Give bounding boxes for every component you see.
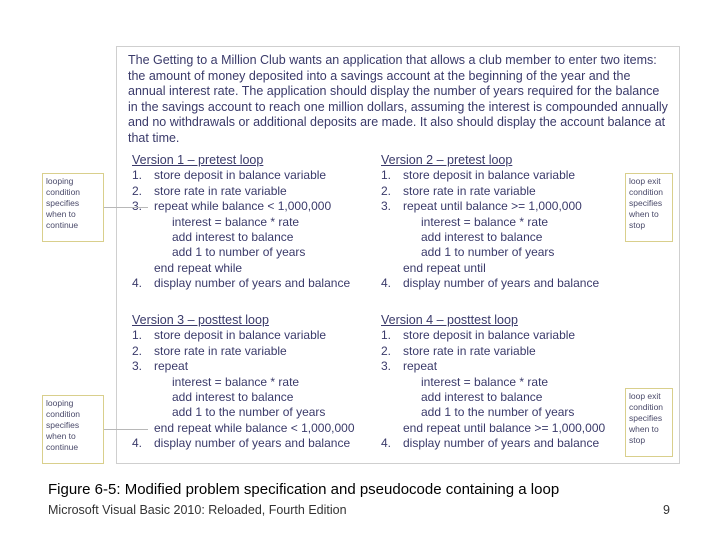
- loop-body-line: interest = balance * rate: [421, 374, 549, 389]
- step-text: store deposit in balance variable: [403, 168, 576, 183]
- version-2-block: [381, 153, 599, 292]
- callout-line: when to: [46, 431, 76, 441]
- step: [132, 359, 355, 374]
- callout-looping-condition-top: [42, 173, 104, 242]
- step: [132, 199, 350, 214]
- step-text: display number of years and balance: [154, 276, 351, 291]
- step-text: store deposit in balance variable: [154, 168, 327, 183]
- callout-line: stop: [629, 220, 646, 230]
- step-number: 1.: [381, 168, 392, 183]
- callout-line: loop exit: [629, 176, 661, 186]
- step: [132, 344, 355, 359]
- step-text: repeat while balance < 1,000,000: [154, 199, 332, 214]
- callout-line: specifies: [46, 420, 80, 430]
- callout-line: condition: [629, 187, 664, 197]
- step-text: store rate in rate variable: [154, 343, 287, 358]
- callout-line: condition: [629, 402, 664, 412]
- step-text: repeat until balance >= 1,000,000: [403, 199, 582, 214]
- loop-end-line: end repeat until: [403, 260, 486, 275]
- loop-body-line: add interest to balance: [172, 230, 294, 245]
- step-number: 3.: [381, 199, 392, 214]
- step-number: 4.: [381, 436, 392, 451]
- callout-loop-exit-condition-top: [625, 173, 673, 242]
- loop-body-line: add interest to balance: [172, 390, 294, 405]
- callout-line: specifies: [629, 413, 663, 423]
- callout-leader-line: [104, 207, 148, 208]
- step: [381, 168, 599, 183]
- loop-body-line: interest = balance * rate: [172, 374, 300, 389]
- callout-line: when to: [629, 209, 659, 219]
- loop-body-line: add 1 to number of years: [172, 245, 306, 260]
- step: [381, 344, 605, 359]
- callout-line: looping: [46, 176, 74, 186]
- footer-book-title: Microsoft Visual Basic 2010: Reloaded, Fourth Edition: [48, 503, 347, 517]
- step-number: 4.: [132, 276, 143, 291]
- loop-body-line: add 1 to the number of years: [421, 405, 575, 420]
- loop-body-line: interest = balance * rate: [421, 214, 549, 229]
- step-number: 3.: [381, 359, 392, 374]
- callout-line: condition: [46, 409, 81, 419]
- callout-line: specifies: [46, 198, 80, 208]
- step-text: store rate in rate variable: [403, 343, 536, 358]
- step-text: store deposit in balance variable: [154, 328, 327, 343]
- version-1-block: [132, 153, 350, 292]
- loop-body-line: add 1 to the number of years: [172, 405, 326, 420]
- loop-body-line: interest = balance * rate: [172, 214, 300, 229]
- step: [132, 328, 355, 343]
- callout-loop-exit-condition-bottom: [625, 388, 673, 457]
- step-number: 2.: [132, 343, 143, 358]
- version-3-block: [132, 313, 355, 452]
- step-number: 4.: [132, 436, 143, 451]
- step-text: store rate in rate variable: [154, 183, 287, 198]
- step-number: 4.: [381, 276, 392, 291]
- callout-line: continue: [46, 220, 79, 230]
- version-2-title: Version 2 – pretest loop: [381, 153, 513, 167]
- loop-body-line: add interest to balance: [421, 230, 543, 245]
- step-text: repeat: [403, 359, 438, 374]
- callout-line: specifies: [629, 198, 663, 208]
- step-number: 1.: [132, 328, 143, 343]
- loop-end-line: end repeat while balance < 1,000,000: [154, 420, 355, 435]
- step: [381, 328, 605, 343]
- callout-looping-condition-bottom: [42, 395, 104, 464]
- step: [381, 276, 599, 291]
- step-number: 2.: [381, 343, 392, 358]
- step-text: display number of years and balance: [403, 276, 600, 291]
- step: [132, 184, 350, 199]
- figure-caption: Figure 6-5: Modified problem specification and pseudocode containing a loop: [48, 481, 560, 498]
- step-number: 2.: [381, 183, 392, 198]
- callout-line: looping: [46, 398, 74, 408]
- step-number: 1.: [381, 328, 392, 343]
- loop-end-line: end repeat until balance >= 1,000,000: [403, 420, 606, 435]
- version-4-title: Version 4 – posttest loop: [381, 313, 518, 327]
- callout-line: when to: [46, 209, 76, 219]
- problem-specification: The Getting to a Million Club wants an application that allows a club member to enter two items: the amount of money deposited into a savings account at the beginning of the year and the annual interest rate. The application should display the number of years required for the balance in the savings account to reach one million dollars, assuming the interest is compounded annually and no withdrawals or additional deposits are made. It also should display the account balance at that time.: [128, 53, 668, 145]
- step: [381, 436, 605, 451]
- callout-line: stop: [629, 435, 646, 445]
- callout-line: continue: [46, 442, 79, 452]
- step-number: 3.: [132, 359, 143, 374]
- step-text: store deposit in balance variable: [403, 328, 576, 343]
- callout-line: condition: [46, 187, 81, 197]
- step: [381, 199, 599, 214]
- callout-line: loop exit: [629, 391, 661, 401]
- version-4-block: [381, 313, 605, 452]
- loop-end-line: end repeat while: [154, 260, 243, 275]
- version-1-title: Version 1 – pretest loop: [132, 153, 264, 167]
- step: [132, 168, 350, 183]
- step-number: 1.: [132, 168, 143, 183]
- callout-line: when to: [629, 424, 659, 434]
- step-text: display number of years and balance: [154, 436, 351, 451]
- step: [381, 359, 605, 374]
- step: [132, 276, 350, 291]
- step: [381, 184, 599, 199]
- step-number: 2.: [132, 183, 143, 198]
- step-text: repeat: [154, 359, 189, 374]
- page-number: 9: [663, 503, 670, 517]
- step: [132, 436, 355, 451]
- step-number: 3.: [132, 199, 143, 214]
- version-3-title: Version 3 – posttest loop: [132, 313, 269, 327]
- step-text: store rate in rate variable: [403, 183, 536, 198]
- callout-leader-line: [104, 429, 148, 430]
- loop-body-line: add interest to balance: [421, 390, 543, 405]
- step-text: display number of years and balance: [403, 436, 600, 451]
- loop-body-line: add 1 to number of years: [421, 245, 555, 260]
